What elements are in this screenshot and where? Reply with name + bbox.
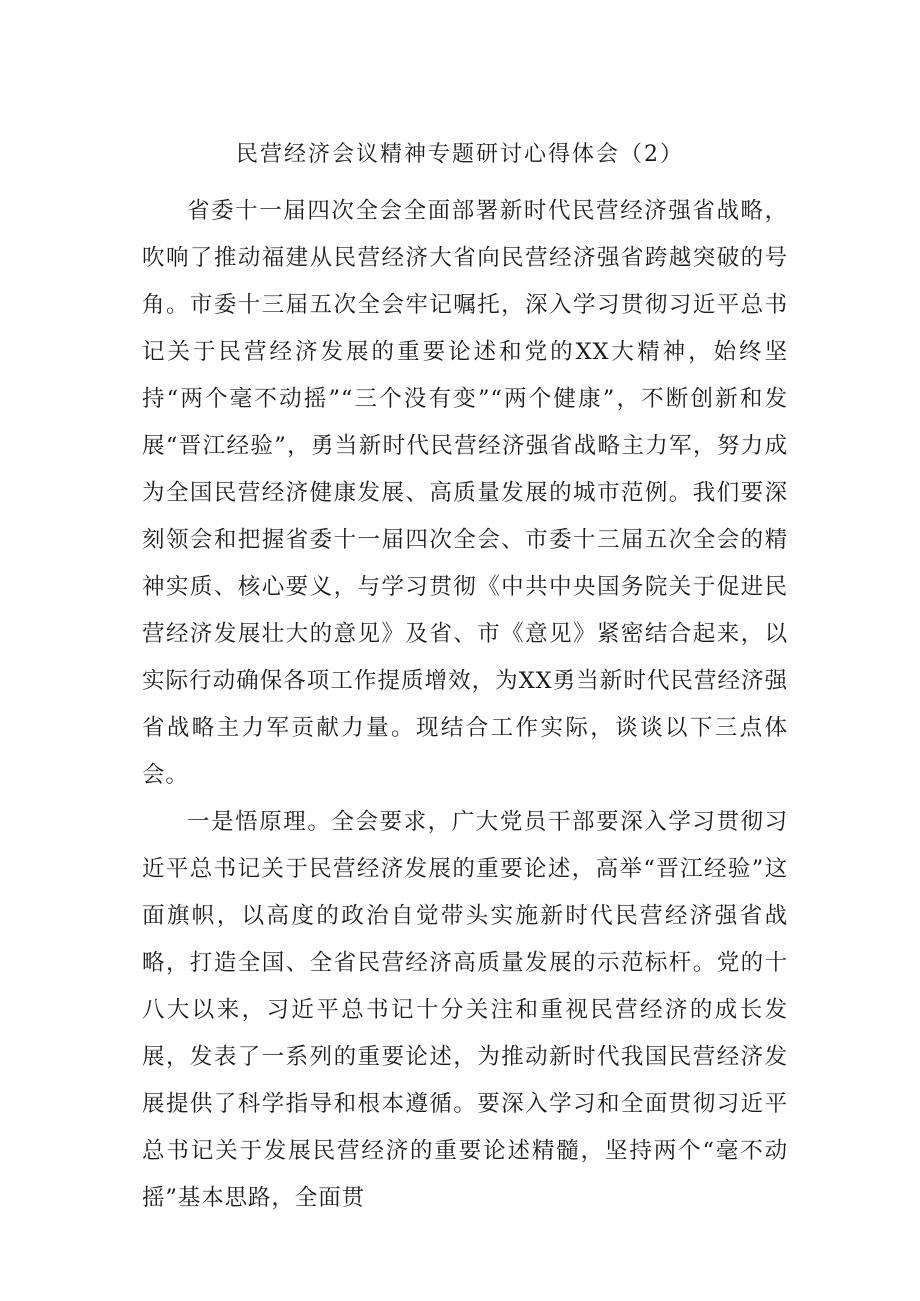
body-paragraph: 一是悟原理。全会要求，广大党员干部要深入学习贯彻习近平总书记关于民营经济发展的重要论述，高举“晋江经验”这面旗帜，以高度的政治自觉带头实施新时代民营经济强省战略，打造全国、全省民营经济高质量发展的示范标杆。党的十八大以来，习近平总书记十分关注和重视民营经济的成长发展，发表了一系列的重要论述，为推动新时代我国民营经济发展提供了科学指导和根本遵循。要深入学习和全面贯彻习近平总书记关于发展民营经济的重要论述精髓，坚持两个“毫不动摇”基本思路，全面贯 (142, 809, 788, 1211)
document-body (142, 188, 788, 1222)
body-paragraph: 省委十一届四次全会全面部署新时代民营经济强省战略，吹响了推动福建从民营经济大省向民营经济强省跨越突破的号角。市委十三届五次全会牢记嘱托，深入学习贯彻习近平总书记关于民营经济发展的重要论述和党的XX大精神，始终坚持“两个毫不动摇”“三个没有变”“两个健康”，不断创新和发展“晋江经验”，勇当新时代民营经济强省战略主力军，努力成为全国民营经济健康发展、高质量发展的城市范例。我们要深刻领会和把握省委十一届四次全会、市委十三届五次全会的精神实质、核心要义，与学习贯彻《中共中央国务院关于促进民营经济发展壮大的意见》及省、市《意见》紧密结合起来，以实际行动确保各项工作提质增效，为XX勇当新时代民营经济强省战略主力军贡献力量。现结合工作实际，谈谈以下三点体会。 (142, 198, 788, 788)
document-title: 民营经济会议精神专题研讨心得体会（2） (236, 142, 684, 167)
